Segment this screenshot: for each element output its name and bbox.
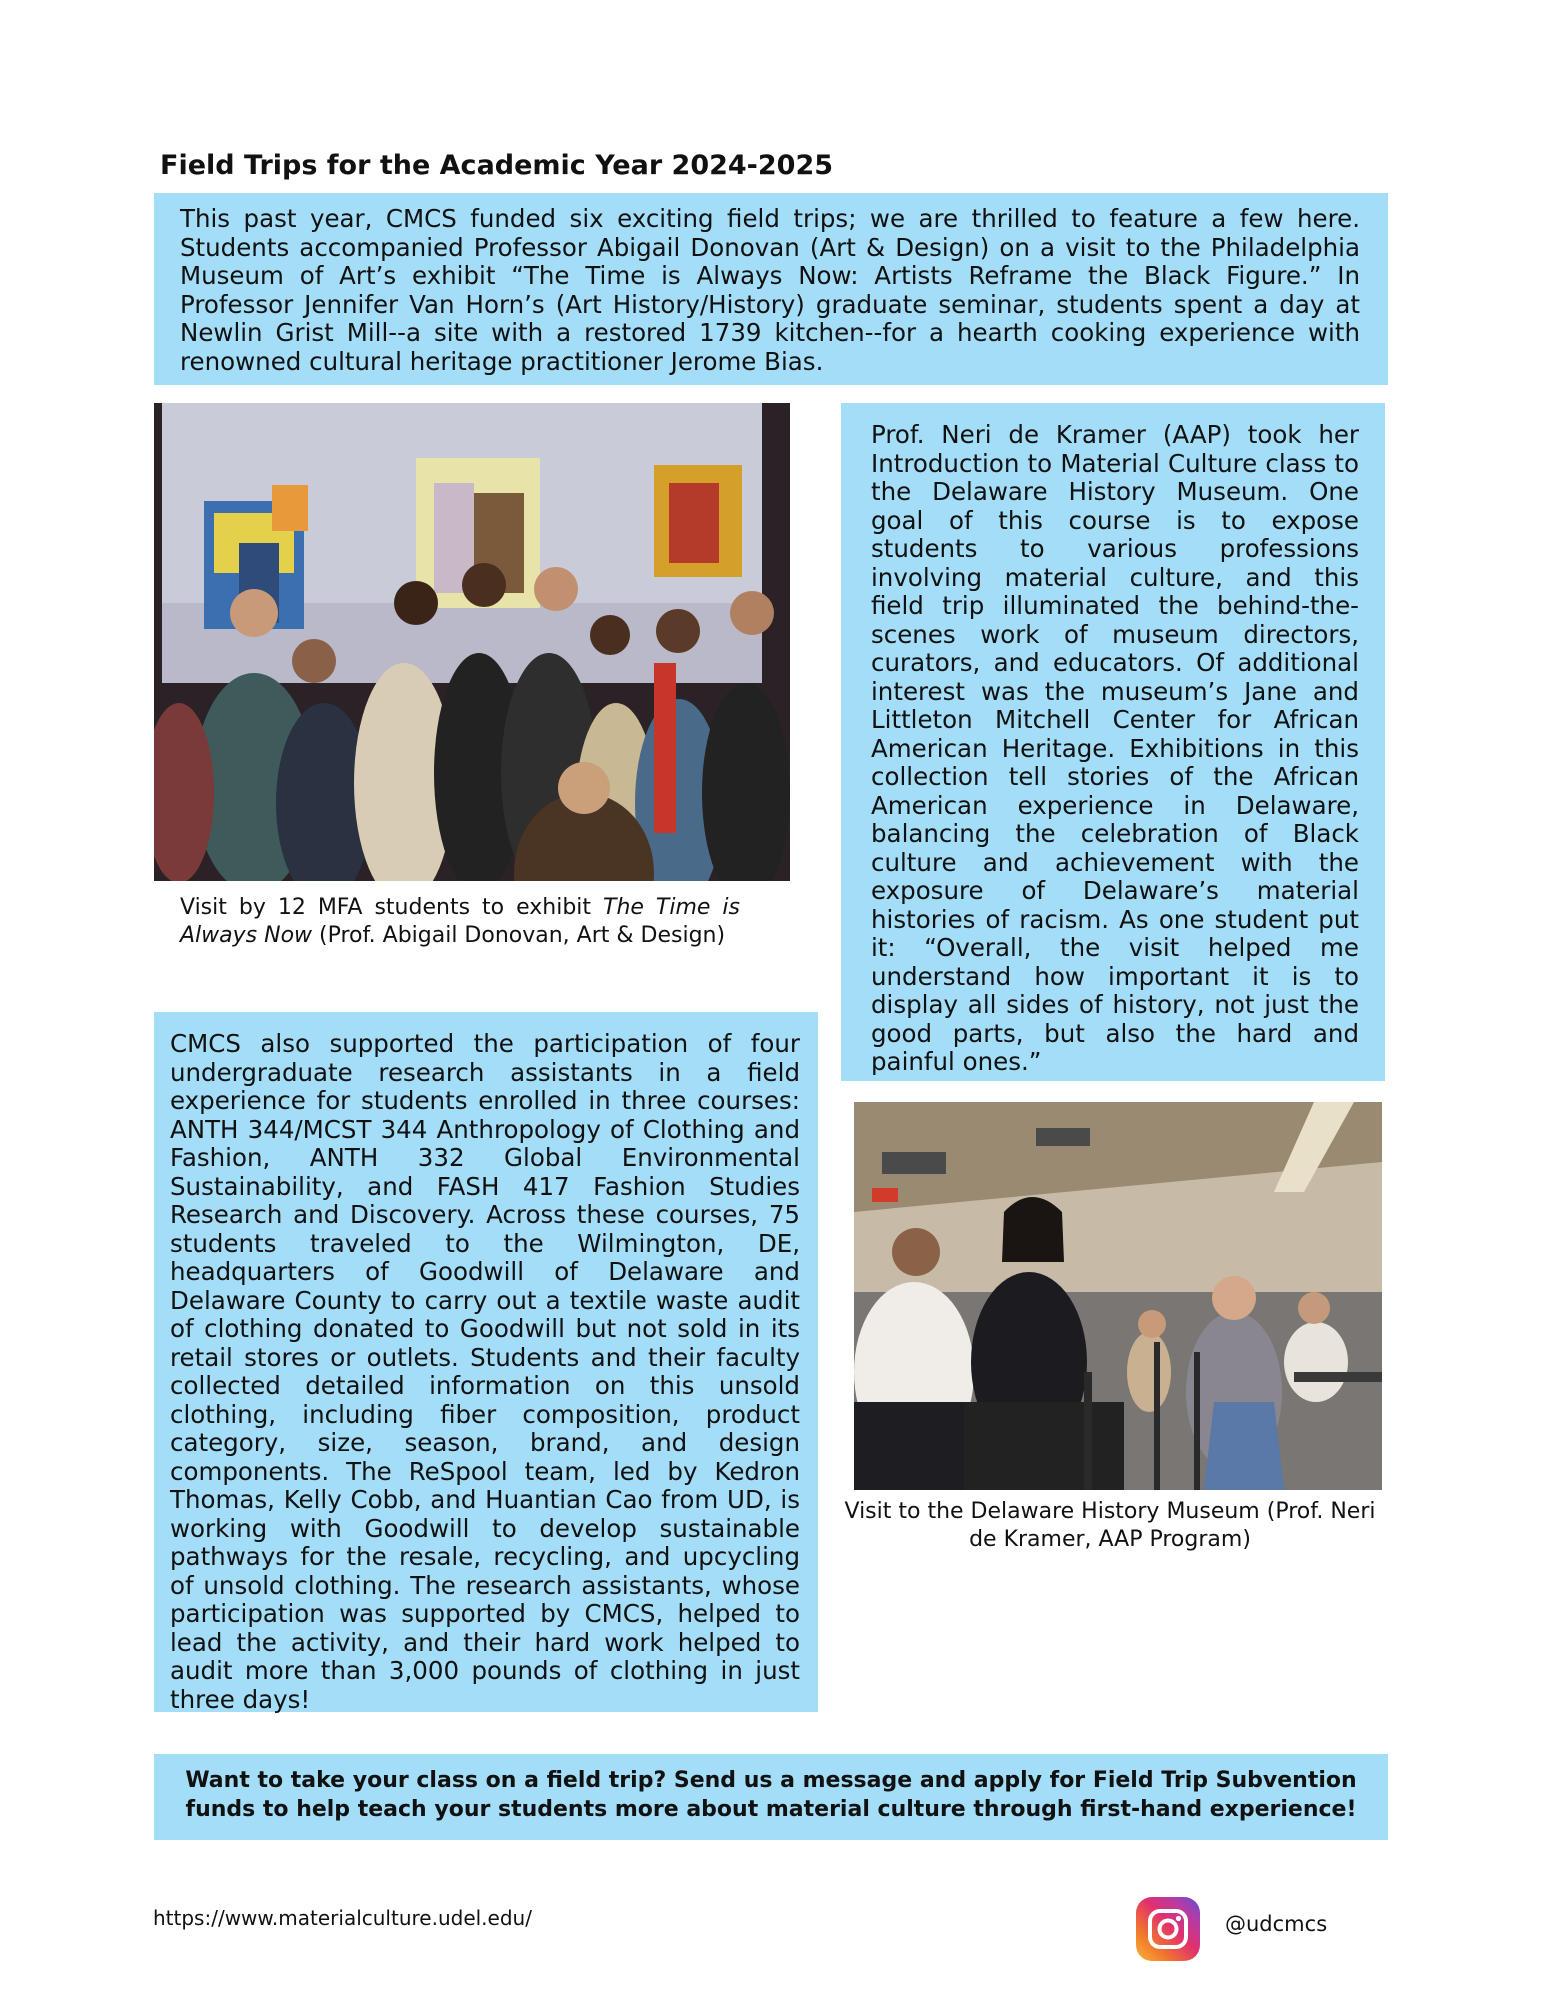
intro-box	[154, 193, 1388, 385]
history-museum-text: Prof. Neri de Kramer (AAP) took her Introduction to Material Culture class to the Delaware History Museum. One goal of this course is to expose students to various professions involving material culture, and this field trip illuminated the behind-the-scenes work of museum directors, curators, and educators. Of additional interest was the museum’s Jane and Littleton Mitchell Center for African American Heritage. Exhibitions in this collection tell stories of the African American experience in Delaware, balancing the celebration of Black culture and achievement with the exposure of Delaware’s material histories of racism. As one student put it: “Overall, the visit helped me understand how important it is to display all sides of history, not just the good parts, but also the hard and painful ones.”	[871, 420, 1359, 1076]
goodwill-audit-box	[154, 1012, 818, 1712]
call-to-action-text: Want to take your class on a field trip? Send us a message and apply for Field Trip Subvention funds to help teach your students more about material culture through first-hand experience!	[185, 1768, 1357, 1822]
caption-credit: (Prof. Abigail Donovan, Art & Design)	[312, 923, 726, 948]
instagram-icon[interactable]	[1136, 1897, 1200, 1961]
page-title: Field Trips for the Academic Year 2024-2025	[160, 150, 834, 181]
history-museum-photo	[854, 1102, 1382, 1490]
caption-exhibit-title: The Time is Always Now	[180, 895, 740, 948]
museum-exhibit-photo	[154, 403, 790, 881]
call-to-action-box	[154, 1754, 1388, 1840]
history-museum-caption: Visit to the Delaware History Museum (Prof. Neri de Kramer, AAP Program)	[844, 1499, 1376, 1552]
instagram-handle[interactable]: @udcmcs	[1225, 1912, 1328, 1936]
intro-text: This past year, CMCS funded six exciting field trips; we are thrilled to feature a few here. Students accompanied Professor Abigail Donovan (Art & Design) on a visit to the Philadelphia Museum of Art’s exhibit “The Time is Always Now: Artists Reframe the Black Figure.” In Professor Jennifer Van Horn’s (Art History/History) graduate seminar, students spent a day at Newlin Grist Mill--a site with a restored 1739 kitchen--for a hearth cooking experience with renowned cultural heritage practitioner Jerome Bias.	[180, 204, 1360, 376]
history-museum-box	[841, 403, 1385, 1081]
website-link[interactable]: https://www.materialculture.udel.edu/	[153, 1906, 532, 1930]
caption-text: Visit by 12 MFA students to exhibit	[180, 895, 604, 920]
museum-exhibit-caption	[180, 894, 740, 950]
goodwill-audit-text: CMCS also supported the participation of four undergraduate research assistants in a field experience for students enrolled in three courses: ANTH 344/MCST 344 Anthropology of Clothing and Fashion, ANTH 332 Global Environmental Sustainability, and FASH 417 Fashion Studies Research and Discovery. Across these courses, 75 students traveled to the Wilmington, DE, headquarters of Goodwill of Delaware and Delaware County to carry out a textile waste audit of clothing donated to Goodwill but not sold in its retail stores or outlets. Students and their faculty collected detailed information on this unsold clothing, including fiber composition, product category, size, season, brand, and design components. The ReSpool team, led by Kedron Thomas, Kelly Cobb, and Huantian Cao from UD, is working with Goodwill to develop sustainable pathways for the resale, recycling, and upcycling of unsold clothing. The research assistants, whose participation was supported by CMCS, helped to lead the activity, and their hard work helped to audit more than 3,000 pounds of clothing in just three days!	[170, 1029, 800, 1714]
